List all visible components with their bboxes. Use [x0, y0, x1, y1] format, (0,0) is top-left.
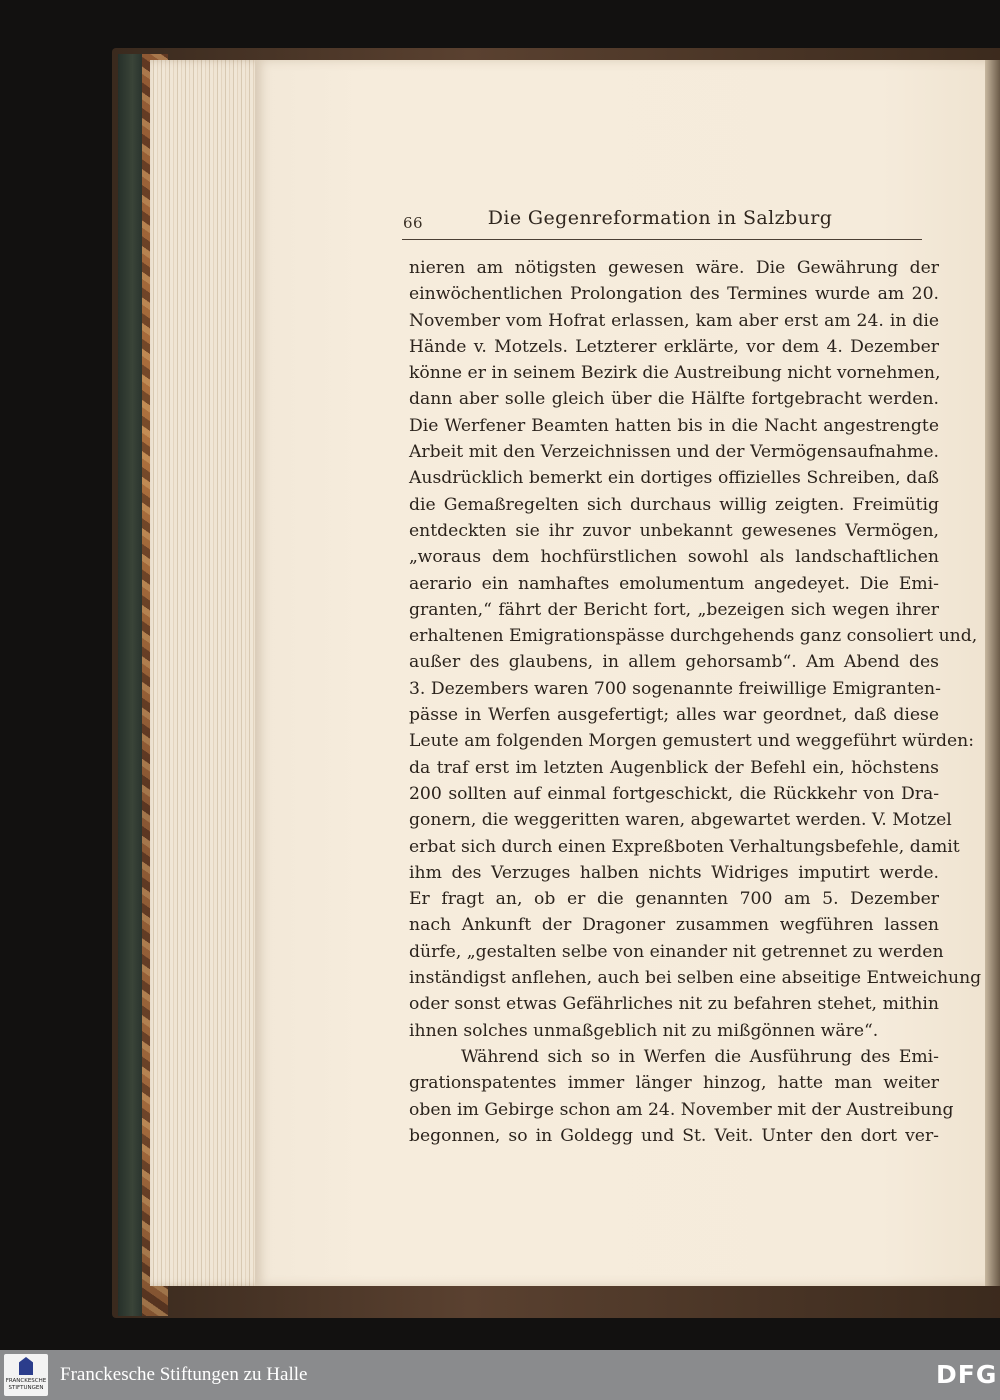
text-line: Ausdrücklich bemerkt ein dortiges offizielles Schreiben, daß: [409, 468, 939, 489]
text-line: 200 sollten auf einmal fortgeschickt, die Rückkehr von Dra-: [409, 783, 939, 804]
text-line: gonern, die weggeritten waren, abgewartet werden. V. Motzel: [409, 810, 952, 831]
building-icon: [19, 1357, 33, 1375]
text-line: erhaltenen Emigrationspässe durchgehends ganz consoliert und,: [409, 626, 978, 647]
text-line: nach Ankunft der Dragoner zusammen wegführen lassen: [409, 915, 939, 936]
text-line: Leute am folgenden Morgen gemustert und weggeführt würden:: [409, 731, 975, 752]
text-line: erbat sich durch einen Expreßboten Verhaltungsbefehle, damit: [409, 836, 960, 857]
text-line: könne er in seinem Bezirk die Austreibung nicht vornehmen,: [409, 363, 941, 384]
header-rule: [402, 239, 922, 240]
text-line: nieren am nötigsten gewesen wäre. Die Gewährung der: [409, 258, 939, 278]
text-line: Die Werfener Beamten hatten bis in die Nacht angestrengte: [409, 415, 939, 436]
logo-text: FRANCKESCHE: [5, 1378, 47, 1384]
body-text: [409, 255, 982, 1149]
page-right-edge: [985, 60, 1000, 1286]
text-line: granten,“ fährt der Bericht fort, „bezeigen sich wegen ihrer: [409, 599, 939, 620]
text-line: dann aber solle gleich über die Hälfte fortgebracht werden.: [409, 389, 939, 410]
text-line: ihm des Verzuges halben nichts Widriges imputirt werde.: [409, 862, 939, 883]
text-line: entdeckten sie ihr zuvor unbekannt gewesenes Vermögen,: [409, 520, 939, 541]
text-line: inständigst anflehen, auch bei selben eine abseitige Entweichung: [409, 968, 982, 989]
text-line: 3. Dezembers waren 700 sogenannte freiwillige Emigranten-: [409, 678, 941, 699]
text-line: pässe in Werfen ausgefertigt; alles war geordnet, daß diese: [409, 705, 939, 726]
text-line: oder sonst etwas Gefährliches nit zu befahren stehet, mithin: [409, 994, 939, 1015]
running-title: Die Gegenreformation in Salzburg: [487, 207, 833, 229]
text-line: aerario ein namhaftes emolumentum angedeyet. Die Emi-: [409, 573, 939, 594]
text-line: da traf erst im letzten Augenblick der Befehl ein, höchstens: [409, 757, 939, 778]
text-line: dürfe, „gestalten selbe von einander nit getrennet zu werden: [409, 941, 944, 962]
text-line: die Gemaßregelten sich durchaus willig zeigten. Freimütig: [409, 494, 939, 515]
text-line: Er fragt an, ob er die genannten 700 am 5. Dezember: [409, 889, 939, 910]
text-line: grationspatentes immer länger hinzog, hatte man weiter: [409, 1073, 939, 1094]
text-line: außer des glaubens, in allem gehorsamb“. Am Abend des: [409, 652, 939, 673]
footer-banner: [0, 1350, 1000, 1400]
franckesche-stiftungen-logo[interactable]: [4, 1354, 48, 1396]
text-line: oben im Gebirge schon am 24. November mit der Austreibung: [409, 1099, 954, 1120]
page-number: 66: [403, 214, 424, 232]
dfg-logo[interactable]: DFG: [936, 1360, 998, 1389]
text-line: „woraus dem hochfürstlichen sowohl als landschaftlichen: [409, 547, 939, 568]
text-line: begonnen, so in Goldegg und St. Veit. Unter den dort ver-: [409, 1125, 939, 1146]
text-line: Arbeit mit den Verzeichnissen und der Vermögensaufnahme.: [409, 442, 939, 463]
logo-text: STIFTUNGEN: [8, 1385, 44, 1391]
text-line: November vom Hofrat erlassen, kam aber erst am 24. in die: [409, 310, 939, 331]
page-stack-edge: [150, 60, 265, 1286]
footer-title: Franckesche Stiftungen zu Halle: [60, 1364, 308, 1385]
text-line: einwöchentlichen Prolongation des Termines wurde am 20.: [409, 284, 939, 305]
text-line: Hände v. Motzels. Letzterer erklärte, vor dem 4. Dezember: [409, 336, 939, 357]
book-spine: [118, 54, 142, 1316]
text-line: ihnen solches unmaßgeblich nit zu mißgönnen wäre“.: [409, 1020, 879, 1041]
text-line: Während sich so in Werfen die Ausführung des Emi-: [461, 1046, 939, 1067]
